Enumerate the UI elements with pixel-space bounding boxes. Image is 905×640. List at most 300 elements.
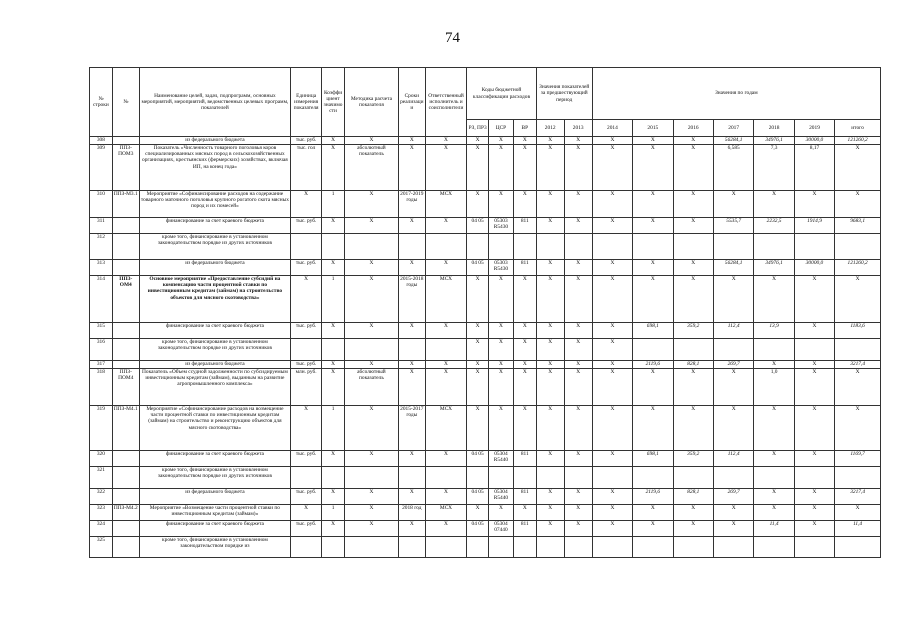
row-y2019: Х: [794, 276, 834, 323]
row-executor: [425, 467, 466, 489]
row-total: Х: [835, 191, 881, 218]
row-rz: [467, 234, 489, 260]
row-code: [112, 467, 139, 489]
table-body: [90, 137, 881, 558]
row-y2014: Х: [592, 505, 632, 521]
row-y2014: [592, 467, 632, 489]
row-y2014: Х: [592, 137, 632, 145]
row-vr: Х: [513, 361, 536, 369]
table-row: [90, 234, 881, 260]
row-y2015: 698,1: [633, 323, 673, 339]
row-csr: Х: [489, 191, 514, 218]
row-name: Основное мероприятие «Предоставление субсидий на компенсацию части процентной ставки по инвестиционным кредитам (займам) на строительство объектов для мясного скотоводства»: [139, 276, 290, 323]
table-row: [90, 369, 881, 406]
row-name: из федерального бюджета: [139, 489, 290, 505]
row-y2019: Х: [794, 191, 834, 218]
row-unit: Х: [291, 276, 322, 323]
row-executor: Х: [425, 145, 466, 191]
row-csr: Х: [489, 323, 514, 339]
row-coef: Х: [322, 145, 345, 191]
table-row: [90, 218, 881, 234]
row-rz: Х: [467, 361, 489, 369]
row-method: [344, 537, 398, 558]
row-code: ППЗ-ПОМ4: [112, 369, 139, 406]
row-y2017: [713, 234, 753, 260]
row-y2013: Х: [564, 339, 592, 361]
row-y2014: Х: [592, 191, 632, 218]
row-y2014: Х: [592, 369, 632, 406]
row-term: [398, 234, 425, 260]
table-row: [90, 137, 881, 145]
row-y2012: Х: [536, 369, 564, 406]
row-y2015: Х: [633, 505, 673, 521]
row-csr: Х: [489, 145, 514, 191]
row-y2015: [633, 467, 673, 489]
header-unit: Единица измерения показателя: [291, 68, 322, 137]
row-y2018: Х: [754, 406, 794, 451]
row-y2018: 7,3: [754, 145, 794, 191]
row-y2017: Х: [713, 505, 753, 521]
row-y2014: Х: [592, 218, 632, 234]
header-year: 2017: [713, 120, 753, 137]
row-y2016: Х: [673, 218, 713, 234]
row-unit: [291, 339, 322, 361]
header-year-values: Значения по годам: [592, 68, 880, 120]
row-rz: Х: [467, 145, 489, 191]
table-row: [90, 521, 881, 537]
header-budget-codes: Коды бюджетной классификации расходов: [467, 68, 536, 120]
row-term: Х: [398, 369, 425, 406]
row-rz: 04 05: [467, 218, 489, 234]
header-row-no: № строки: [90, 68, 113, 137]
row-executor: Х: [425, 489, 466, 505]
row-vr: [513, 537, 536, 558]
row-y2018: [754, 467, 794, 489]
row-y2018: Х: [754, 451, 794, 467]
header-code: №: [112, 68, 139, 137]
row-vr: Х: [513, 191, 536, 218]
row-y2018: [754, 339, 794, 361]
row-vr: [513, 467, 536, 489]
row-rz: 04 05: [467, 451, 489, 467]
row-csr: Х: [489, 505, 514, 521]
row-unit: Х: [291, 406, 322, 451]
row-executor: Х: [425, 323, 466, 339]
row-total: Х: [835, 406, 881, 451]
row-y2014: Х: [592, 361, 632, 369]
row-vr: [513, 234, 536, 260]
row-unit: [291, 467, 322, 489]
header-year: 2014: [592, 120, 632, 137]
row-y2013: Х: [564, 260, 592, 276]
row-coef: 1: [322, 191, 345, 218]
row-term: Х: [398, 323, 425, 339]
row-number: 310: [90, 191, 113, 218]
row-total: 1169,7: [835, 451, 881, 467]
row-y2016: [673, 339, 713, 361]
row-csr: Х: [489, 339, 514, 361]
row-y2017: Х: [713, 369, 753, 406]
header-year: 2015: [633, 120, 673, 137]
row-executor: [425, 537, 466, 558]
row-method: [344, 234, 398, 260]
row-executor: [425, 339, 466, 361]
row-y2014: Х: [592, 276, 632, 323]
row-y2017: 56284,1: [713, 260, 753, 276]
row-y2013: Х: [564, 369, 592, 406]
row-term: Х: [398, 218, 425, 234]
row-coef: [322, 467, 345, 489]
row-y2017: 5535,7: [713, 218, 753, 234]
row-unit: [291, 537, 322, 558]
row-code: [112, 521, 139, 537]
row-y2016: [673, 537, 713, 558]
row-y2012: [536, 537, 564, 558]
row-y2012: Х: [536, 137, 564, 145]
row-unit: тыс. руб.: [291, 521, 322, 537]
table-row: [90, 467, 881, 489]
row-coef: Х: [322, 521, 345, 537]
row-y2015: 2119,6: [633, 489, 673, 505]
row-code: ППЗ-ОМ4: [112, 276, 139, 323]
row-y2019: Х: [794, 323, 834, 339]
row-number: 311: [90, 218, 113, 234]
row-term: Х: [398, 137, 425, 145]
row-y2019: 30000,0: [794, 137, 834, 145]
row-executor: Х: [425, 137, 466, 145]
row-y2015: Х: [633, 260, 673, 276]
row-y2018: Х: [754, 276, 794, 323]
row-total: 3217,4: [835, 361, 881, 369]
row-name: финансирование за счет краевого бюджета: [139, 451, 290, 467]
row-vr: Х: [513, 323, 536, 339]
row-total: Х: [835, 505, 881, 521]
table-row: [90, 191, 881, 218]
row-coef: 1: [322, 406, 345, 451]
row-coef: Х: [322, 451, 345, 467]
row-y2016: Х: [673, 505, 713, 521]
row-code: [112, 234, 139, 260]
row-y2012: Х: [536, 339, 564, 361]
row-name: Мероприятие «Софинансирование расходов на содержание товарного маточного поголовья крупного рогатого скота мясных пород и их помесей»: [139, 191, 290, 218]
row-y2018: 2232,5: [754, 218, 794, 234]
row-csr: [489, 467, 514, 489]
row-executor: Х: [425, 218, 466, 234]
row-method: Х: [344, 218, 398, 234]
row-csr: Х: [489, 406, 514, 451]
row-executor: [425, 234, 466, 260]
row-y2017: 269,7: [713, 489, 753, 505]
row-y2015: Х: [633, 218, 673, 234]
row-y2015: Х: [633, 406, 673, 451]
row-total: Х: [835, 276, 881, 323]
row-y2018: Х: [754, 489, 794, 505]
row-name: кроме того, финансирование в установленном законодательством порядке из других источников: [139, 339, 290, 361]
row-code: ППЗ-М4.1: [112, 406, 139, 451]
table-row: [90, 489, 881, 505]
row-y2014: Х: [592, 339, 632, 361]
row-y2016: [673, 467, 713, 489]
row-y2013: Х: [564, 191, 592, 218]
row-number: 313: [90, 260, 113, 276]
row-code: [112, 323, 139, 339]
row-y2016: [673, 234, 713, 260]
row-number: 323: [90, 505, 113, 521]
row-number: 308: [90, 137, 113, 145]
row-y2015: 2119,6: [633, 361, 673, 369]
row-name: Мероприятие «Возмещение части процентной ставки по инвестиционным кредитам (займам)»: [139, 505, 290, 521]
row-y2017: Х: [713, 191, 753, 218]
header-year: 2013: [564, 120, 592, 137]
row-name: кроме того, финансирование в установленном законодательством порядке из других источников: [139, 234, 290, 260]
row-y2019: 1914,9: [794, 218, 834, 234]
row-y2017: Х: [713, 276, 753, 323]
row-unit: тыс. руб.: [291, 218, 322, 234]
row-method: Х: [344, 406, 398, 451]
row-y2012: Х: [536, 323, 564, 339]
row-coef: Х: [322, 489, 345, 505]
row-number: 325: [90, 537, 113, 558]
row-rz: 04 05: [467, 521, 489, 537]
row-y2012: Х: [536, 276, 564, 323]
row-y2014: Х: [592, 489, 632, 505]
row-y2018: Х: [754, 361, 794, 369]
row-total: Х: [835, 145, 881, 191]
row-method: Х: [344, 361, 398, 369]
row-term: [398, 467, 425, 489]
row-y2013: Х: [564, 323, 592, 339]
row-y2019: 30000,0: [794, 260, 834, 276]
row-y2012: Х: [536, 521, 564, 537]
row-y2016: 359,2: [673, 323, 713, 339]
row-csr: Х: [489, 361, 514, 369]
row-code: ППЗ-ПОМ3: [112, 145, 139, 191]
row-y2013: Х: [564, 521, 592, 537]
row-total: 11,4: [835, 521, 881, 537]
row-y2018: [754, 537, 794, 558]
row-number: 321: [90, 467, 113, 489]
row-number: 309: [90, 145, 113, 191]
row-unit: тыс. руб.: [291, 323, 322, 339]
row-method: Х: [344, 489, 398, 505]
row-executor: Х: [425, 369, 466, 406]
row-y2016: 359,2: [673, 451, 713, 467]
row-total: 9683,1: [835, 218, 881, 234]
row-y2012: Х: [536, 218, 564, 234]
row-unit: Х: [291, 191, 322, 218]
row-method: [344, 467, 398, 489]
row-y2013: [564, 537, 592, 558]
row-y2013: Х: [564, 361, 592, 369]
row-y2016: Х: [673, 521, 713, 537]
row-number: 320: [90, 451, 113, 467]
row-vr: 811: [513, 489, 536, 505]
row-method: абсолютный показатель: [344, 369, 398, 406]
row-y2012: Х: [536, 191, 564, 218]
header-year: 2012: [536, 120, 564, 137]
page-number: 74: [445, 30, 460, 46]
row-code: [112, 260, 139, 276]
row-coef: Х: [322, 218, 345, 234]
row-y2019: Х: [794, 369, 834, 406]
row-term: Х: [398, 260, 425, 276]
row-coef: 1: [322, 505, 345, 521]
row-y2012: Х: [536, 260, 564, 276]
header-term: Сроки реализации: [398, 68, 425, 137]
header-name: Наименование целей, задач, подпрограмм, основных мероприятий, мероприятий, ведомственных целевых программ, показателей: [139, 68, 290, 137]
row-vr: 811: [513, 218, 536, 234]
row-method: абсолютный показатель: [344, 145, 398, 191]
row-executor: МСХ: [425, 406, 466, 451]
row-y2019: 8,17: [794, 145, 834, 191]
row-unit: тыс. руб.: [291, 489, 322, 505]
row-name: финансирование за счет краевого бюджета: [139, 323, 290, 339]
row-unit: млн. руб.: [291, 369, 322, 406]
row-term: Х: [398, 145, 425, 191]
row-number: 315: [90, 323, 113, 339]
row-csr: Х: [489, 369, 514, 406]
row-y2015: [633, 537, 673, 558]
row-y2013: Х: [564, 276, 592, 323]
row-term: [398, 339, 425, 361]
row-method: Х: [344, 191, 398, 218]
table-header: [90, 68, 881, 137]
row-unit: тыс. руб.: [291, 361, 322, 369]
row-unit: тыс. руб.: [291, 137, 322, 145]
row-csr: Х: [489, 137, 514, 145]
table-row: [90, 505, 881, 521]
row-rz: Х: [467, 406, 489, 451]
row-y2013: Х: [564, 406, 592, 451]
row-y2016: Х: [673, 145, 713, 191]
row-y2015: [633, 339, 673, 361]
row-y2013: [564, 234, 592, 260]
row-y2014: [592, 234, 632, 260]
header-year: 2019: [794, 120, 834, 137]
header-year: 2018: [754, 120, 794, 137]
row-coef: Х: [322, 323, 345, 339]
row-name: Показатель «Численность товарного поголовья коров специализированных мясных пород в сельскохозяйственных организациях, крестьянских (фермерских) хозяйствах, включая ИП, на конец года»: [139, 145, 290, 191]
row-vr: Х: [513, 505, 536, 521]
row-y2014: [592, 537, 632, 558]
row-y2018: 34976,1: [754, 260, 794, 276]
header-method: Методика расчета показателя: [344, 68, 398, 137]
row-unit: тыс. руб.: [291, 260, 322, 276]
row-y2015: Х: [633, 369, 673, 406]
row-method: Х: [344, 137, 398, 145]
row-method: [344, 339, 398, 361]
row-y2015: [633, 234, 673, 260]
row-y2018: 34976,1: [754, 137, 794, 145]
row-number: 318: [90, 369, 113, 406]
row-y2019: [794, 234, 834, 260]
row-coef: Х: [322, 260, 345, 276]
row-y2016: Х: [673, 260, 713, 276]
row-number: 317: [90, 361, 113, 369]
row-y2019: Х: [794, 406, 834, 451]
row-y2015: Х: [633, 191, 673, 218]
row-y2017: [713, 537, 753, 558]
row-y2017: 56284,1: [713, 137, 753, 145]
row-y2017: 112,4: [713, 323, 753, 339]
row-y2017: Х: [713, 521, 753, 537]
row-rz: [467, 467, 489, 489]
row-executor: Х: [425, 451, 466, 467]
row-rz: 04 05: [467, 489, 489, 505]
row-code: [112, 218, 139, 234]
row-term: 2015-2017 годы: [398, 406, 425, 451]
row-csr: 05304 R5440: [489, 451, 514, 467]
row-total: Х: [835, 369, 881, 406]
row-number: 319: [90, 406, 113, 451]
row-executor: МСХ: [425, 276, 466, 323]
row-y2019: Х: [794, 489, 834, 505]
row-rz: Х: [467, 369, 489, 406]
row-unit: тыс. гол: [291, 145, 322, 191]
row-total: [835, 467, 881, 489]
program-table: [89, 67, 881, 558]
row-y2019: Х: [794, 505, 834, 521]
row-code: [112, 537, 139, 558]
row-y2017: 269,7: [713, 361, 753, 369]
row-rz: Х: [467, 323, 489, 339]
row-rz: Х: [467, 191, 489, 218]
row-number: 314: [90, 276, 113, 323]
row-total: [835, 234, 881, 260]
row-executor: Х: [425, 521, 466, 537]
row-csr: 05303 R5430: [489, 260, 514, 276]
header-prev-values: Значения показателей за предшествующий период: [536, 68, 592, 120]
row-method: Х: [344, 505, 398, 521]
row-y2015: Х: [633, 276, 673, 323]
row-y2019: [794, 339, 834, 361]
row-unit: [291, 234, 322, 260]
row-y2019: Х: [794, 451, 834, 467]
row-y2016: 828,1: [673, 489, 713, 505]
row-y2017: 112,4: [713, 451, 753, 467]
row-total: [835, 339, 881, 361]
row-csr: Х: [489, 276, 514, 323]
row-term: Х: [398, 361, 425, 369]
row-y2018: 13,9: [754, 323, 794, 339]
row-y2019: Х: [794, 521, 834, 537]
row-y2018: Х: [754, 191, 794, 218]
row-code: ППЗ-М4.2: [112, 505, 139, 521]
row-y2012: [536, 467, 564, 489]
row-rz: Х: [467, 505, 489, 521]
row-code: [112, 339, 139, 361]
row-name: из федерального бюджета: [139, 137, 290, 145]
row-number: 324: [90, 521, 113, 537]
row-y2012: Х: [536, 505, 564, 521]
row-vr: Х: [513, 145, 536, 191]
row-code: ППЗ-М3.1: [112, 191, 139, 218]
row-y2014: Х: [592, 260, 632, 276]
row-executor: МСХ: [425, 505, 466, 521]
row-method: Х: [344, 323, 398, 339]
row-method: Х: [344, 276, 398, 323]
row-name: Показатель «Объем ссудной задолженности по субсидируемым инвестиционным кредитам (займам), выданным на развитие агропромышленного комплекса»: [139, 369, 290, 406]
row-y2017: Х: [713, 406, 753, 451]
row-y2016: Х: [673, 406, 713, 451]
row-rz: Х: [467, 339, 489, 361]
row-y2018: 11,4: [754, 521, 794, 537]
row-y2013: [564, 467, 592, 489]
row-y2015: Х: [633, 137, 673, 145]
table-row: [90, 260, 881, 276]
header-vr: ВР: [513, 120, 536, 137]
row-y2017: [713, 467, 753, 489]
